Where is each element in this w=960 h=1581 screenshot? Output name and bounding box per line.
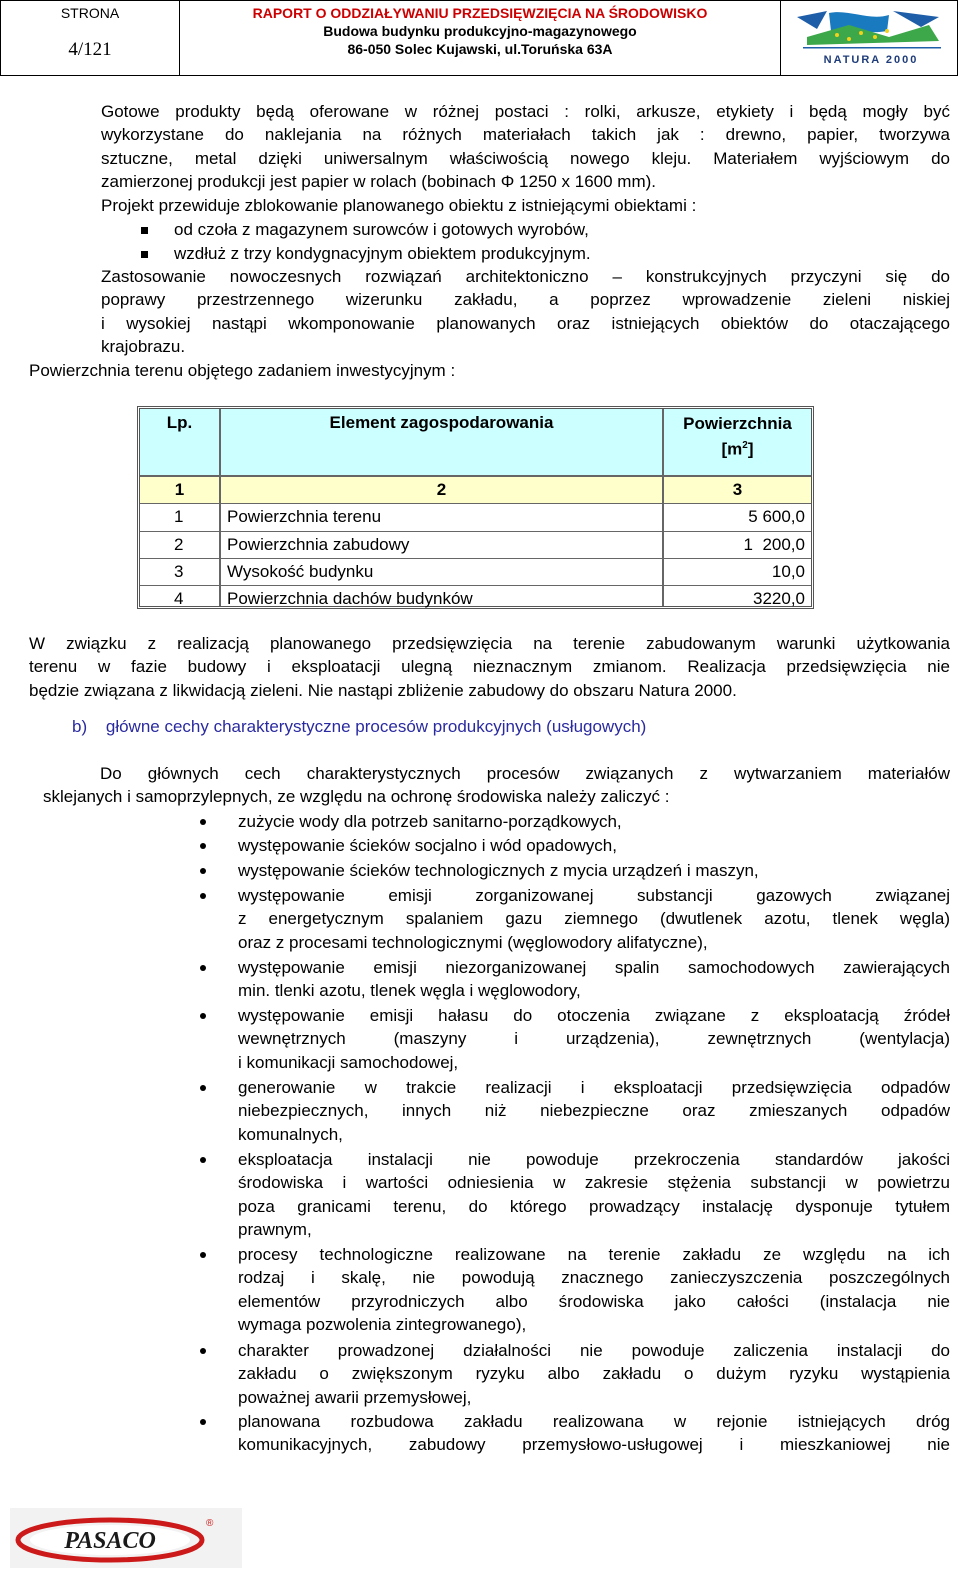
bullet-text: i komunikacji samochodowej, <box>238 1052 459 1072</box>
bullet-icon <box>200 1348 206 1354</box>
square-bullet-icon <box>141 227 148 234</box>
text-line: Gotowe produkty będą oferowane w różnej postaci : rolki, arkusze, etykiety i będą mogły być <box>101 102 950 121</box>
pasaco-logo <box>10 1508 242 1568</box>
area-header-label: Powierzchnia <box>683 414 792 433</box>
bullet-item <box>238 810 950 833</box>
intro-paragraph <box>101 100 950 217</box>
project-name: Budowa budynku produkcyjno-magazynowego <box>323 23 637 39</box>
bullet-item <box>238 956 950 1003</box>
bullet-text: występowanie emisji niezorganizowanej spalin samochodowych zawierających <box>238 958 950 977</box>
page-number: 4/121 <box>68 39 112 60</box>
text-line: zamierzonej produkcji jest papier w rolach (bobinach Φ 1250 x 1600 mm). <box>101 172 656 192</box>
table-cell: 2 <box>436 480 447 499</box>
bullet-text: występowanie emisji hałasu do otoczenia związane z eksploatacją źródeł <box>238 1006 950 1025</box>
bullet-text: procesy technologiczne realizowane na terenie zakładu ze względu na ich <box>238 1245 950 1264</box>
bullet-icon <box>200 819 206 825</box>
bullet-icon <box>200 1013 206 1019</box>
text-line: terenu w fazie budowy i eksploatacji ulegną nieznacznym zmianom. Realizacja przedsięwzięcia nie <box>29 657 950 677</box>
table-row <box>140 504 811 531</box>
bullet-icon <box>200 1085 206 1091</box>
bullet-text: poważnej awarii przemysłowej, <box>238 1387 472 1407</box>
bullet-text: komunalnych, <box>238 1124 343 1144</box>
bullet-text: zakładu o zwiększonym ryzyku albo zakładu o dużym ryzyku wystąpienia <box>238 1364 950 1384</box>
bullet-text: planowana rozbudowa zakładu realizowana w rejonie istniejących dróg <box>238 1412 950 1431</box>
page-header <box>0 0 958 76</box>
text-line: sklejanych i samoprzylepnych, ze względu na ochronę środowiska należy zaliczyć : <box>43 787 670 807</box>
natura-logo-text: NATURA 2000 <box>823 54 919 66</box>
logo-cell <box>781 1 957 75</box>
column-header-lp: Lp. <box>166 413 193 432</box>
bullet-text: rodzaj i skalę, nie powodują znacznego zanieczyszczenia poszczególnych <box>238 1268 950 1288</box>
bullet-icon <box>200 1419 206 1425</box>
text-line: krajobrazu. <box>101 337 186 357</box>
table-cell: Powierzchnia dachów budynków <box>227 589 473 608</box>
table-cell: 4 <box>174 589 184 608</box>
bullet-item <box>238 859 950 882</box>
section-b-intro <box>43 762 950 809</box>
table-row <box>140 586 811 613</box>
bullet-item <box>238 1076 950 1146</box>
bullet-item <box>238 1243 950 1337</box>
table-header-row <box>140 409 811 475</box>
bullet-icon <box>200 1157 206 1163</box>
area-header-unit: $[m^2]$ <box>721 439 754 459</box>
bullet-icon <box>200 1252 206 1258</box>
bullet-text: środowiska i wartości odniesienia w zakresie stężenia substancji w powietrzu <box>238 1173 950 1193</box>
table-number-row <box>140 477 811 503</box>
area-heading: Powierzchnia terenu objętego zadaniem inwestycyjnym : <box>29 361 456 380</box>
text-line: sztuczne, metal dzięki uniwersalnym właściwością nowego kleju. Materiałem wyjściowym do <box>101 148 950 168</box>
bullet-item <box>238 884 950 954</box>
header-title-cell <box>180 1 781 75</box>
architecture-paragraph <box>101 265 950 359</box>
project-address: 86-050 Solec Kujawski, ul.Toruńska 63A <box>347 41 613 57</box>
bullet-text: eksploatacja instalacji nie powoduje przekroczenia standardów jakości <box>238 1150 950 1169</box>
bullet-text: charakter prowadzonej działalności nie powoduje zaliczenia instalacji do <box>238 1341 950 1360</box>
report-title: RAPORT O ODDZIAŁYWANIU PRZEDSIĘWZIĘCIA NA ŚRODOWISKO <box>252 5 708 21</box>
table-row <box>140 559 811 586</box>
bullet-item <box>238 1339 950 1409</box>
table-cell: 3 <box>174 562 184 581</box>
table-cell: 2 <box>174 535 184 554</box>
text-line: Do głównych cech charakterystycznych procesów związanych z wytwarzaniem materiałów <box>100 764 950 783</box>
natura-2000-logo <box>789 7 953 69</box>
bullet-item <box>238 1410 950 1457</box>
column-header-element: Element zagospodarowania <box>329 413 554 432</box>
bullet-icon <box>200 893 206 899</box>
bullet-text: wewnętrznych (maszyny i urządzenia), zewnętrznych (wentylacja) <box>238 1029 950 1049</box>
bullet-text: elementów przyrodniczych albo środowiska jako całości (instalacja nie <box>238 1291 950 1311</box>
pasaco-logo-text: PASACO <box>64 1528 156 1554</box>
bullet-text: występowanie ścieków socjalno i wód opadowych, <box>238 836 617 855</box>
square-bullet-icon <box>141 251 148 258</box>
bullet-text: poza granicami terenu, do którego prowadzący instalację dysponuje tytułem <box>238 1196 950 1216</box>
bullet-text: zużycie wody dla potrzeb sanitarno-porządkowych, <box>238 812 622 831</box>
impact-paragraph <box>29 632 950 702</box>
bullet-item <box>238 1148 950 1242</box>
bullet-text: oraz z procesami technologicznymi (węglowodory alifatyczne), <box>238 932 708 952</box>
table-cell: Powierzchnia zabudowy <box>227 535 410 554</box>
text-line: będzie związana z likwidacją zieleni. Nie nastąpi zbliżenie zabudowy do obszaru Natura 2000. <box>29 680 737 700</box>
table-cell: 10,0 <box>771 562 805 581</box>
bullet-icon <box>200 843 206 849</box>
bullet-text: występowanie emisji zorganizowanej substancji gazowych związanej <box>238 886 950 905</box>
text-line: Projekt przewiduje zblokowanie planowanego obiektu z istniejącymi obiektami : <box>101 195 697 215</box>
bullet-text: występowanie ścieków technologicznych z mycia urządzeń i maszyn, <box>238 861 759 880</box>
bullet-text: komunikacyjnych, zabudowy przemysłowo-usługowej i mieszkaniowej nie <box>238 1435 950 1455</box>
registered-mark: ® <box>206 1518 214 1529</box>
bullet-text: niebezpiecznych, innych niż niebezpieczne oraz zmieszanych odpadów <box>238 1101 950 1121</box>
text-line: W związku z realizacją planowanego przedsięwzięcia na terenie zabudowanym warunki użytkowania <box>29 634 950 653</box>
bullet-text: wymaga pozwolenia zintegrowanego), <box>238 1315 527 1335</box>
table-cell: 3220,0 <box>753 589 805 608</box>
bullet-text: generowanie w trakcie realizacji i eksploatacji przedsięwzięcia odpadów <box>238 1078 950 1097</box>
table-cell: 5 600,0 <box>748 507 805 526</box>
table-cell: 1 <box>174 507 184 526</box>
section-b-heading <box>72 715 646 738</box>
section-letter: b) <box>72 717 88 736</box>
table-cell: 3 <box>732 480 743 499</box>
bullet-icon <box>200 965 206 971</box>
area-table <box>137 406 814 609</box>
bullet-item <box>238 1004 950 1074</box>
table-cell: 1 <box>174 480 185 499</box>
table-cell: Wysokość budynku <box>227 562 374 581</box>
section-title: główne cechy charakterystyczne procesów produkcyjnych (usługowych) <box>105 717 647 736</box>
bullet-text: od czoła z magazynem surowców i gotowych wyrobów, <box>174 220 589 239</box>
column-header-area <box>664 409 811 475</box>
text-line: poprawy przestrzennego wizerunku zakładu, a poprzez wprowadzenie zieleni niskiej <box>101 290 950 310</box>
bullet-text: min. tlenki azotu, tlenek węgla i węglowodory, <box>238 981 581 1001</box>
page-info-cell <box>1 1 180 75</box>
bullet-text: wzdłuż z trzy kondygnacyjnym obiektem produkcyjnym. <box>174 244 591 263</box>
table-cell: Powierzchnia terenu <box>227 507 382 526</box>
page-label: STRONA <box>60 5 120 21</box>
table-cell: 1 200,0 <box>743 535 805 554</box>
text-line: Zastosowanie nowoczesnych rozwiązań architektoniczno – konstrukcyjnych przyczyni się do <box>101 267 950 286</box>
bullet-item <box>238 834 950 857</box>
table-row <box>140 532 811 559</box>
text-line: wykorzystane do naklejania na różnych materiałach takich jak : drewno, papier, tworzywa <box>101 125 950 145</box>
bullet-text: prawnym, <box>238 1220 312 1240</box>
bullet-text: z energetycznym spalaniem gazu ziemnego (dwutlenek azotu, tlenek węgla) <box>238 909 950 929</box>
text-line: i wysokiej nastąpi wkomponowanie planowanych oraz istniejących obiektów do otaczającego <box>101 313 950 333</box>
bullet-icon <box>200 868 206 874</box>
